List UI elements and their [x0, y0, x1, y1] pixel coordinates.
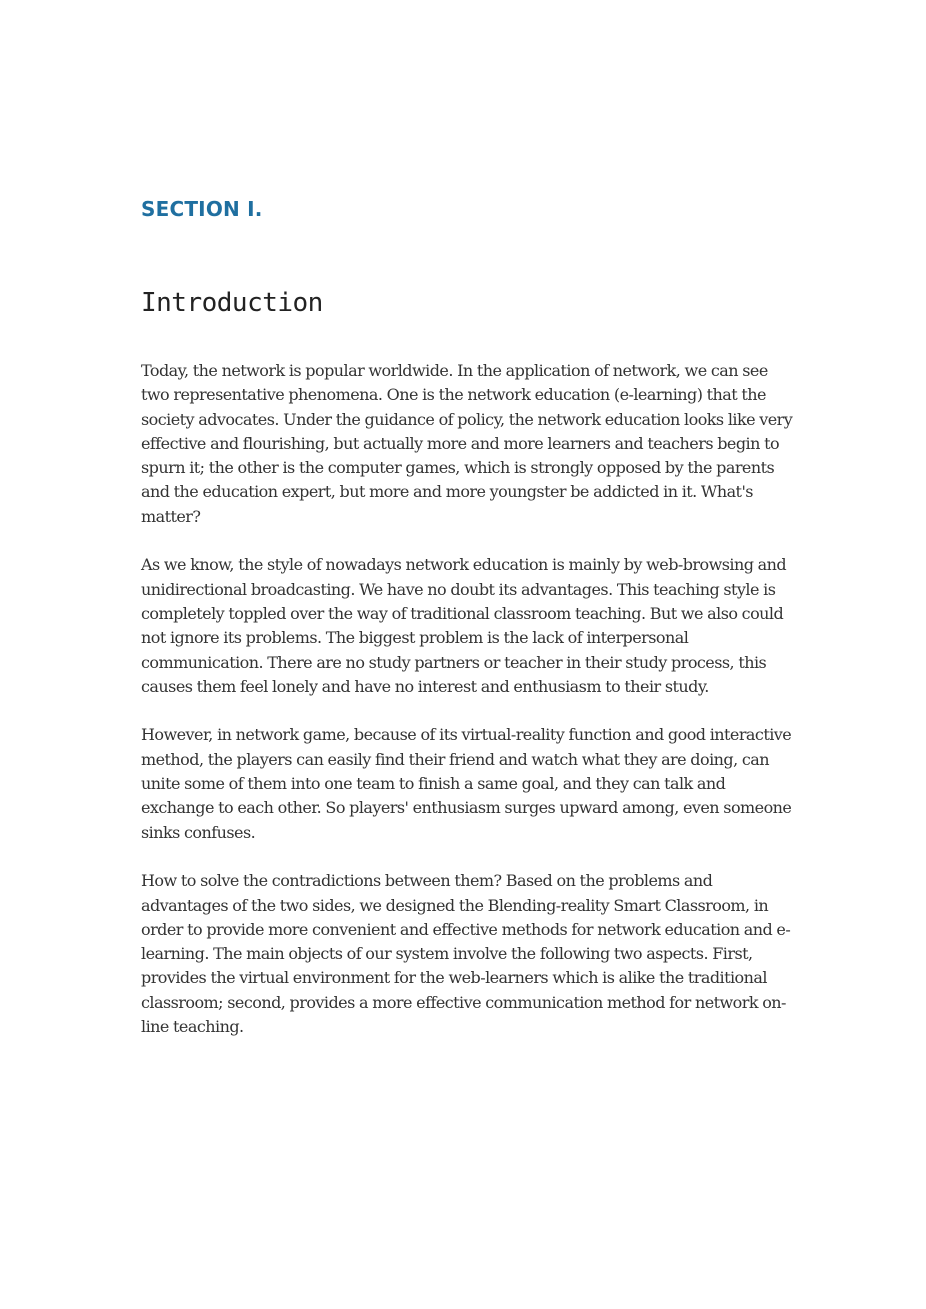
- paragraph: As we know, the style of nowadays network education is mainly by web-browsing and unidirectional broadcasting. We have no doubt its advantages. This teaching style is completely toppled over the way of traditional classroom teaching. But we also could not ignore its problems. The biggest problem is the lack of interpersonal communication. There are no study partners or teacher in their study process, this causes them feel lonely and have no interest and enthusiasm to their study.: [141, 555, 787, 696]
- section-body: [141, 359, 796, 1064]
- paragraph: Today, the network is popular worldwide. In the application of network, we can see two representative phenomena. One is the network education (e-learning) that the society advocates. Under the guidance of policy, the network education looks like very effective and flourishing, but actually more and more learners and teachers begin to spurn it; the other is the computer games, which is strongly opposed by the parents and the education expert, but more and more youngster be addicted in it. What's matter?: [141, 361, 793, 526]
- section-title: Introduction: [141, 288, 323, 318]
- paragraph: However, in network game, because of its virtual-reality function and good interactive method, the players can easily find their friend and watch what they are doing, can unite some of them into one team to finish a same goal, and they can talk and exchange to each other. So players' enthusiasm surges upward among, even someone sinks confuses.: [141, 725, 792, 842]
- paragraph: How to solve the contradictions between them? Based on the problems and advantages of the two sides, we designed the Blending-reality Smart Classroom, in order to provide more convenient and effective methods for network education and e-learning. The main objects of our system involve the following two aspects. First, provides the virtual environment for the web-learners which is alike the traditional classroom; second, provides a more effective communication method for network on-line teaching.: [141, 871, 791, 1037]
- section-label: SECTION I.: [141, 197, 263, 221]
